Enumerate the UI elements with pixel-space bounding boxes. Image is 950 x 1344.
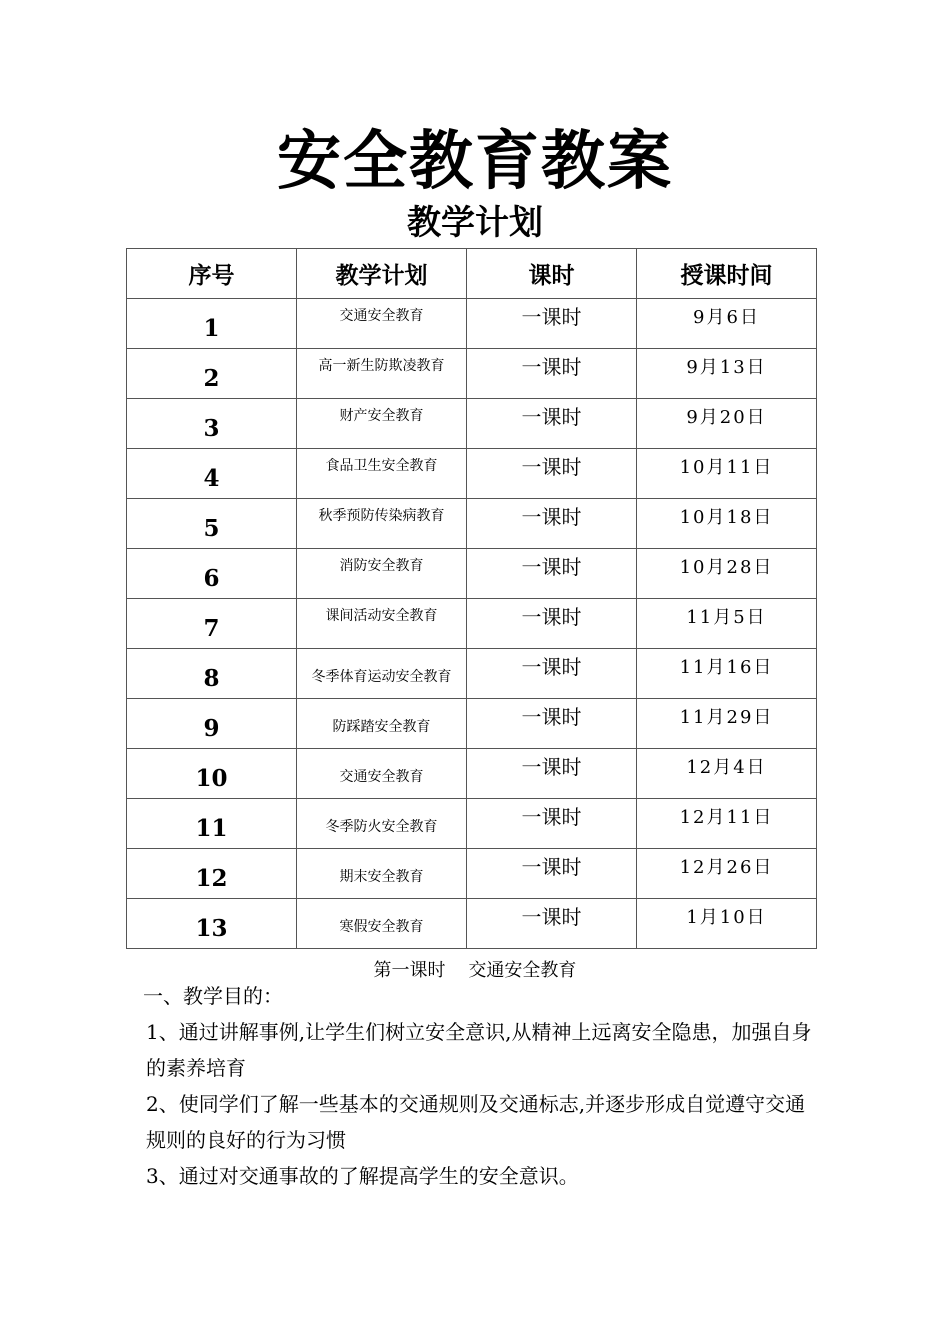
header-hours: 课时 <box>467 249 637 299</box>
row-hours: 一课时 <box>467 449 637 499</box>
row-date: 11月29日 <box>637 699 817 749</box>
header-date: 授课时间 <box>637 249 817 299</box>
row-number: 3 <box>127 399 297 449</box>
row-hours: 一课时 <box>467 499 637 549</box>
row-hours: 一课时 <box>467 799 637 849</box>
table-row <box>127 349 817 399</box>
row-date: 9月13日 <box>637 349 817 399</box>
row-number: 9 <box>127 699 297 749</box>
header-number: 序号 <box>127 249 297 299</box>
row-hours: 一课时 <box>467 299 637 349</box>
row-number: 7 <box>127 599 297 649</box>
table-row <box>127 849 817 899</box>
row-topic: 财产安全教育 <box>297 399 467 449</box>
row-topic: 消防安全教育 <box>297 549 467 599</box>
row-topic: 高一新生防欺凌教育 <box>297 349 467 399</box>
row-date: 12月11日 <box>637 799 817 849</box>
row-number: 13 <box>127 899 297 949</box>
row-hours: 一课时 <box>467 549 637 599</box>
row-number: 10 <box>127 749 297 799</box>
row-date: 12月4日 <box>637 749 817 799</box>
row-hours: 一课时 <box>467 649 637 699</box>
row-hours: 一课时 <box>467 399 637 449</box>
row-hours: 一课时 <box>467 699 637 749</box>
objective-paragraph: 2、使同学们了解一些基本的交通规则及交通标志,并逐步形成自觉遵守交通规则的良好的行为习惯 <box>146 1092 806 1152</box>
row-hours: 一课时 <box>467 899 637 949</box>
objectives-heading: 一、教学目的： <box>143 984 283 1008</box>
table-row <box>127 899 817 949</box>
table-row <box>127 299 817 349</box>
row-number: 8 <box>127 649 297 699</box>
row-date: 11月5日 <box>637 599 817 649</box>
table-row <box>127 499 817 549</box>
row-number: 2 <box>127 349 297 399</box>
row-topic: 防踩踏安全教育 <box>297 699 467 749</box>
row-number: 12 <box>127 849 297 899</box>
row-date: 1月10日 <box>637 899 817 949</box>
row-date: 10月18日 <box>637 499 817 549</box>
row-date: 11月16日 <box>637 649 817 699</box>
table-row <box>127 649 817 699</box>
row-topic: 冬季体育运动安全教育 <box>297 649 467 699</box>
table-row <box>127 399 817 449</box>
objective-paragraph: 1、通过讲解事例,让学生们树立安全意识,从精神上远离安全隐患，加强自身的素养培育 <box>146 1020 812 1080</box>
document-title: 安全教育教案 <box>277 124 673 199</box>
row-hours: 一课时 <box>467 349 637 399</box>
teaching-plan-table <box>126 248 817 949</box>
table-row <box>127 549 817 599</box>
row-number: 6 <box>127 549 297 599</box>
row-number: 11 <box>127 799 297 849</box>
table-row <box>127 699 817 749</box>
objective-paragraph: 3、通过对交通事故的了解提高学生的安全意识。 <box>146 1164 579 1188</box>
row-hours: 一课时 <box>467 599 637 649</box>
table-row <box>127 599 817 649</box>
row-number: 4 <box>127 449 297 499</box>
row-topic: 交通安全教育 <box>297 299 467 349</box>
lesson-heading: 第一课时 交通安全教育 <box>373 960 577 981</box>
row-topic: 冬季防火安全教育 <box>297 799 467 849</box>
row-date: 10月11日 <box>637 449 817 499</box>
row-date: 10月28日 <box>637 549 817 599</box>
table-row <box>127 449 817 499</box>
table-row <box>127 799 817 849</box>
row-number: 5 <box>127 499 297 549</box>
row-topic: 秋季预防传染病教育 <box>297 499 467 549</box>
row-date: 12月26日 <box>637 849 817 899</box>
row-number: 1 <box>127 299 297 349</box>
row-date: 9月6日 <box>637 299 817 349</box>
document-subtitle: 教学计划 <box>407 203 543 243</box>
header-plan: 教学计划 <box>297 249 467 299</box>
row-hours: 一课时 <box>467 849 637 899</box>
row-topic: 课间活动安全教育 <box>297 599 467 649</box>
row-date: 9月20日 <box>637 399 817 449</box>
row-topic: 食品卫生安全教育 <box>297 449 467 499</box>
table-row <box>127 749 817 799</box>
row-topic: 期末安全教育 <box>297 849 467 899</box>
row-topic: 寒假安全教育 <box>297 899 467 949</box>
row-hours: 一课时 <box>467 749 637 799</box>
table-header-row <box>127 249 817 299</box>
row-topic: 交通安全教育 <box>297 749 467 799</box>
